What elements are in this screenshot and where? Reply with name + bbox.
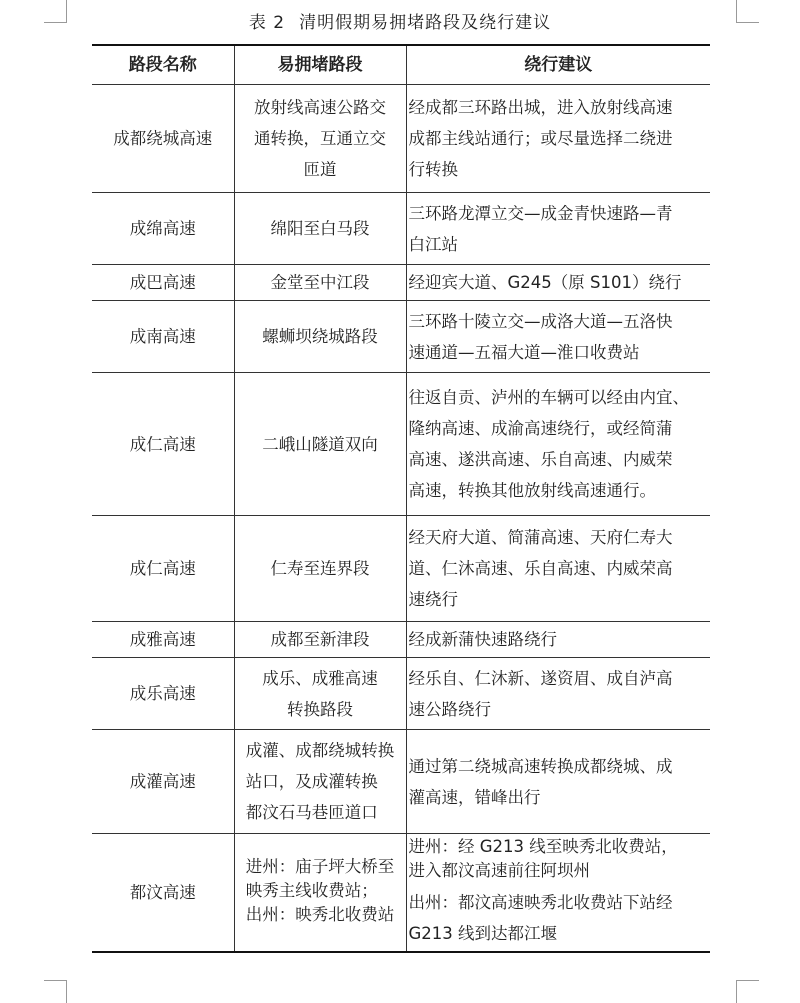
- suggestion-cell: 经乐自、仁沐新、遂资眉、成自泸高 速公路绕行: [406, 658, 710, 730]
- suggestion-cell: 三环路龙潭立交—成金青快速路—青 白江站: [406, 193, 710, 265]
- detour-table: [92, 44, 710, 953]
- table-row: [92, 301, 710, 373]
- header-row: [92, 45, 710, 85]
- road-name-cell: 成南高速: [92, 301, 234, 373]
- suggestion-cell: 经天府大道、简蒲高速、天府仁寿大 道、仁沐高速、乐自高速、内威荣高 速绕行: [406, 516, 710, 622]
- header-congested-segment: 易拥堵路段: [234, 45, 406, 85]
- segment-cell-wrapper: [234, 730, 406, 834]
- table-row: [92, 265, 710, 301]
- segment-cell: 进州：庙子坪大桥至 映秀主线收费站； 出州：映秀北收费站: [245, 856, 395, 924]
- suggestion-cell: 经迎宾大道、G245（原 S101）绕行: [406, 265, 710, 301]
- road-name-cell: 成巴高速: [92, 265, 234, 301]
- suggestion-cell: 经成都三环路出城，进入放射线高速 成都主线站通行；或尽量选择二绕进 行转换: [406, 85, 710, 193]
- segment-cell: 仁寿至连界段: [234, 516, 406, 622]
- table-row: [92, 85, 710, 193]
- segment-cell: 二峨山隧道双向: [234, 373, 406, 516]
- suggestion-cell: 三环路十陵立交—成洛大道—五洛快 速通道—五福大道—淮口收费站: [406, 301, 710, 373]
- table-number: 表 2: [248, 13, 286, 33]
- segment-cell: 成都至新津段: [234, 622, 406, 658]
- road-name-cell: 成绵高速: [92, 193, 234, 265]
- suggestion-in: 进州：经 G213 线至映秀北收费站， 进入都汶高速前往阿坝州: [408, 837, 678, 881]
- segment-cell: 螺蛳坝绕城路段: [234, 301, 406, 373]
- segment-cell: 金堂至中江段: [234, 265, 406, 301]
- table-row: [92, 730, 710, 834]
- suggestion-cell: [406, 834, 710, 952]
- road-name-cell: 都汶高速: [92, 834, 234, 952]
- road-name-cell: 成仁高速: [92, 516, 234, 622]
- road-name-cell: 成都绕城高速: [92, 85, 234, 193]
- table-title: 清明假期易拥堵路段及绕行建议: [299, 13, 552, 33]
- segment-cell: 成乐、成雅高速 转换路段: [234, 658, 406, 730]
- segment-cell: 成灌、成都绕城转换 站口，及成灌转换 都汶石马巷匝道口: [245, 741, 395, 822]
- table-row: [92, 373, 710, 516]
- road-name-cell: 成仁高速: [92, 373, 234, 516]
- table-caption: [0, 8, 800, 33]
- table-row: [92, 658, 710, 730]
- road-name-cell: 成灌高速: [92, 730, 234, 834]
- suggestion-out: 出州：都汶高速映秀北收费站下站经 G213 线到达都江堰: [408, 893, 673, 944]
- segment-cell: 绵阳至白马段: [234, 193, 406, 265]
- table-row: [92, 622, 710, 658]
- segment-cell-wrapper: [234, 834, 406, 952]
- corner-mark-bottom-right: [736, 980, 759, 1003]
- road-name-cell: 成雅高速: [92, 622, 234, 658]
- table-row: [92, 516, 710, 622]
- suggestion-cell: 通过第二绕城高速转换成都绕城、成 灌高速，错峰出行: [406, 730, 710, 834]
- suggestion-cell: 经成新蒲快速路绕行: [406, 622, 710, 658]
- suggestion-cell: 往返自贡、泸州的车辆可以经由内宜、 隆纳高速、成渝高速绕行，或经简蒲 高速、遂洪高速、乐自高速、内威荣 高速，转换其他放射线高速通行。: [406, 373, 710, 516]
- road-name-cell: 成乐高速: [92, 658, 234, 730]
- table-row: [92, 834, 710, 952]
- table-row: [92, 193, 710, 265]
- segment-cell: 放射线高速公路交 通转换，互通立交 匝道: [234, 85, 406, 193]
- header-detour-suggestion: 绕行建议: [406, 45, 710, 85]
- header-road-name: 路段名称: [92, 45, 234, 85]
- corner-mark-bottom-left: [44, 980, 67, 1003]
